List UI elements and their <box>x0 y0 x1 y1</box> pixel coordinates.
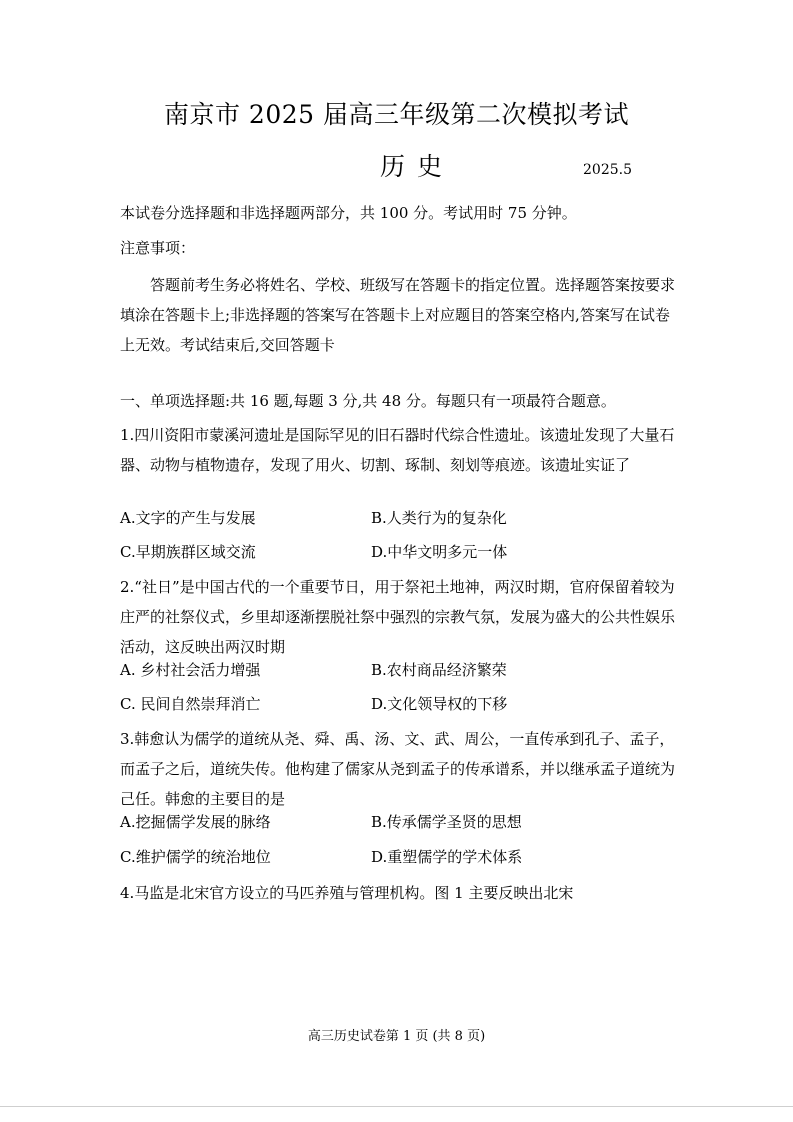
question-3-option-a: A.挖掘儒学发展的脉络 <box>120 813 271 831</box>
question-2-option-c: C. 民间自然崇拜消亡 <box>120 695 261 713</box>
exam-info: 本试卷分选择题和非选择题两部分，共 100 分。考试用时 75 分钟。 <box>120 204 577 222</box>
question-2-option-d: D.文化领导权的下移 <box>371 695 508 713</box>
notice-label: 注意事项： <box>120 239 196 257</box>
question-3-option-c: C.维护儒学的统治地位 <box>120 848 271 866</box>
exam-title: 南京市 2025 届高三年级第二次模拟考试 <box>163 100 630 129</box>
page-footer: 高三历史试卷第 1 页 (共 8 页) <box>307 1029 486 1044</box>
section-heading: 一、单项选择题:共 16 题,每题 3 分,共 48 分。每题只有一项最符合题意。 <box>120 392 616 410</box>
question-1-option-c: C.早期族群区域交流 <box>120 543 256 561</box>
question-1-option-a: A.文字的产生与发展 <box>120 509 256 527</box>
question-1-option-b: B.人类行为的复杂化 <box>371 509 507 527</box>
question-1-option-d: D.中华文明多元一体 <box>371 543 508 561</box>
subject-title: 历史 <box>380 152 455 181</box>
exam-date: 2025.5 <box>583 162 632 178</box>
question-4-stem: 4.马监是北宋官方设立的马匹养殖与管理机构。图 1 主要反映出北宋 <box>120 884 574 902</box>
bottom-divider <box>0 1106 793 1107</box>
question-1-stem: 1.四川资阳市蒙溪河遗址是国际罕见的旧石器时代综合性遗址。该遗址发现了大量石器、动物与植物遗存，发现了用火、切割、琢制、刻划等痕迹。该遗址实证了 <box>120 426 675 474</box>
question-2-option-a: A. 乡村社会活力增强 <box>120 661 261 679</box>
question-3-stem: 3.韩愈认为儒学的道统从尧、舜、禹、汤、文、武、周公，一直传承到孔子、孟子，而孟子之后，道统失传。他构建了儒家从尧到孟子的传承谱系，并以继承孟子道统为己任。韩愈的主要目的是 <box>120 730 676 808</box>
question-3-option-d: D.重塑儒学的学术体系 <box>371 848 523 866</box>
notice-text: 答题前考生务必将姓名、学校、班级写在答题卡的指定位置。选择题答案按要求填涂在答题卡上;非选择题的答案写在答题卡上对应题目的答案空格内,答案写在试卷上无效。考试结束后,交回答题卡 <box>120 276 676 354</box>
question-3-option-b: B.传承儒学圣贤的思想 <box>371 813 522 831</box>
question-2-option-b: B.农村商品经济繁荣 <box>371 661 507 679</box>
question-2-stem: 2.“社日”是中国古代的一个重要节日，用于祭祀土地神，两汉时期，官府保留着较为庄严的社祭仪式，乡里却逐渐摆脱社祭中强烈的宗教气氛，发展为盛大的公共性娱乐活动，这反映出两汉时期 <box>120 578 676 656</box>
